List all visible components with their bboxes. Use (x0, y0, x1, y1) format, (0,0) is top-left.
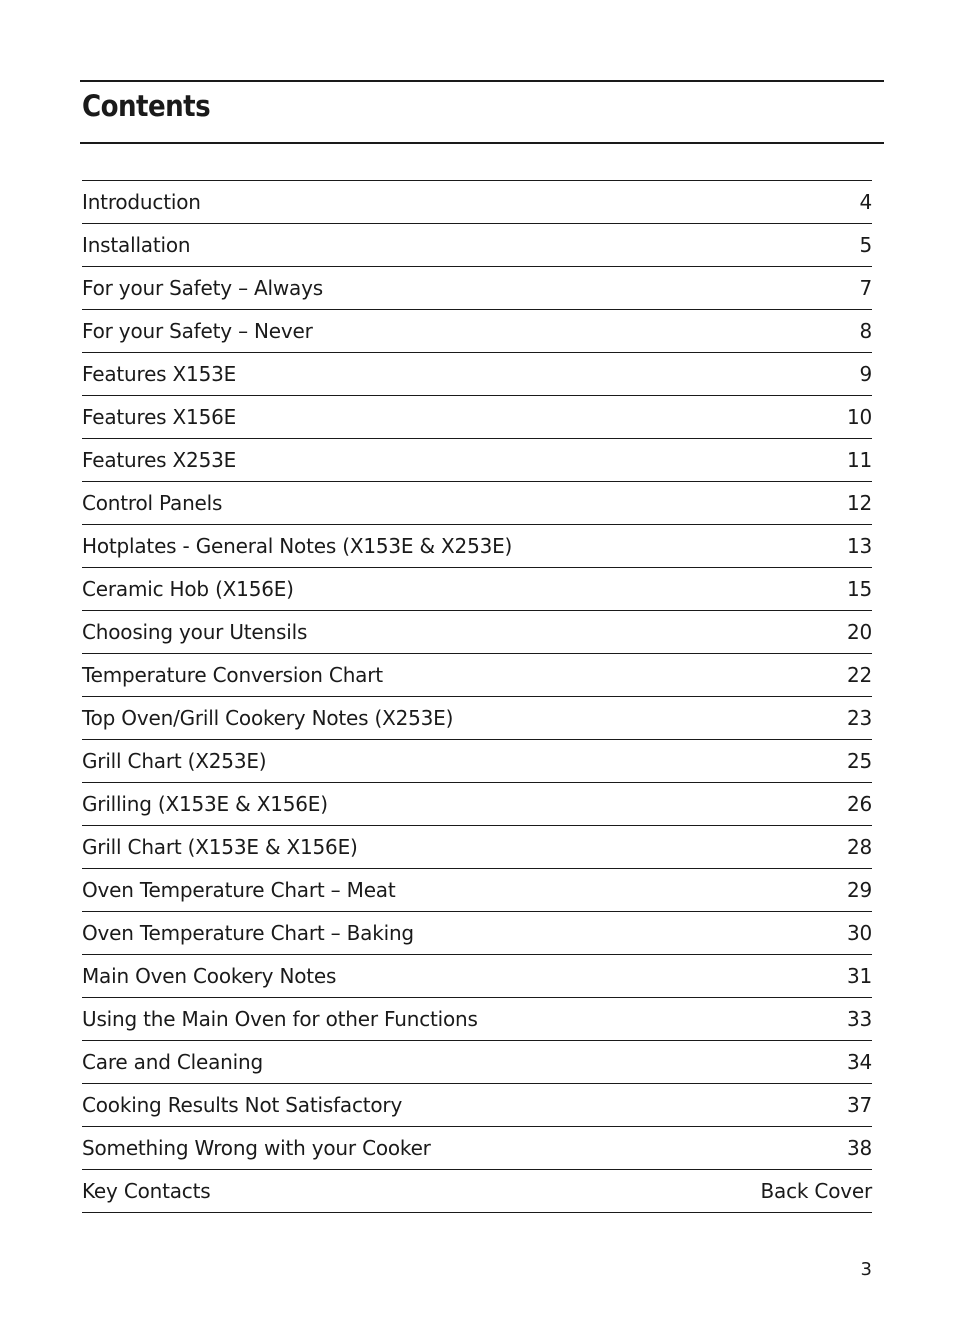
toc-entry-page: 13 (846, 534, 872, 558)
toc-entry-title: Top Oven/Grill Cookery Notes (X253E) (82, 706, 454, 730)
toc-entry-page: 5 (859, 233, 872, 257)
toc-entry-page: 23 (846, 706, 872, 730)
toc-entry-page: Back Cover (760, 1179, 872, 1203)
toc-entry[interactable] (82, 525, 872, 568)
toc-entry-page: 7 (859, 276, 872, 300)
toc-entry-page: 28 (846, 835, 872, 859)
toc-entry-title: Features X153E (82, 362, 237, 386)
page-title: Contents (82, 89, 211, 123)
toc-entry-page: 11 (846, 448, 872, 472)
toc-entry[interactable] (82, 267, 872, 310)
toc-entry-page: 26 (846, 792, 872, 816)
toc-entry-title: Grilling (X153E & X156E) (82, 792, 328, 816)
toc-entry[interactable] (82, 1041, 872, 1084)
toc-entry-title: Grill Chart (X153E & X156E) (82, 835, 358, 859)
toc-entry-page: 22 (846, 663, 872, 687)
toc-entry-page: 15 (846, 577, 872, 601)
toc-entry-title: Features X156E (82, 405, 237, 429)
toc-entry-title: Main Oven Cookery Notes (82, 964, 337, 988)
toc-entry[interactable] (82, 697, 872, 740)
toc-entry[interactable] (82, 1084, 872, 1127)
toc-entry-title: For your Safety – Never (82, 319, 313, 343)
toc-entry[interactable] (82, 783, 872, 826)
toc-entry-page: 10 (846, 405, 872, 429)
toc-entry-title: Care and Cleaning (82, 1050, 263, 1074)
toc-entry-title: Cooking Results Not Satisfactory (82, 1093, 403, 1117)
table-of-contents (82, 180, 872, 1213)
title-rule (80, 142, 884, 144)
top-rule (80, 80, 884, 82)
toc-entry[interactable] (82, 568, 872, 611)
toc-entry-title: Something Wrong with your Cooker (82, 1136, 431, 1160)
toc-entry[interactable] (82, 1170, 872, 1213)
toc-entry-title: Hotplates - General Notes (X153E & X253E) (82, 534, 513, 558)
toc-entry-page: 30 (846, 921, 872, 945)
toc-entry-title: Control Panels (82, 491, 223, 515)
toc-entry-title: Grill Chart (X253E) (82, 749, 267, 773)
toc-entry-title: Introduction (82, 190, 201, 214)
toc-entry-title: Temperature Conversion Chart (82, 663, 383, 687)
toc-entry-page: 29 (846, 878, 872, 902)
toc-entry-page: 31 (846, 964, 872, 988)
toc-entry-page: 8 (859, 319, 872, 343)
toc-entry[interactable] (82, 654, 872, 697)
toc-entry[interactable] (82, 1127, 872, 1170)
toc-entry-title: Choosing your Utensils (82, 620, 308, 644)
toc-entry-title: Using the Main Oven for other Functions (82, 1007, 478, 1031)
toc-entry[interactable] (82, 181, 872, 224)
toc-entry-title: Ceramic Hob (X156E) (82, 577, 294, 601)
toc-entry[interactable] (82, 310, 872, 353)
toc-entry[interactable] (82, 998, 872, 1041)
toc-entry[interactable] (82, 912, 872, 955)
toc-entry[interactable] (82, 482, 872, 525)
toc-entry-page: 20 (846, 620, 872, 644)
toc-entry-title: Installation (82, 233, 191, 257)
toc-entry[interactable] (82, 353, 872, 396)
toc-entry[interactable] (82, 740, 872, 783)
toc-entry-title: Features X253E (82, 448, 237, 472)
toc-entry-page: 25 (846, 749, 872, 773)
toc-entry-page: 33 (846, 1007, 872, 1031)
toc-entry[interactable] (82, 869, 872, 912)
toc-entry-title: For your Safety – Always (82, 276, 323, 300)
toc-entry[interactable] (82, 439, 872, 482)
toc-entry-page: 37 (846, 1093, 872, 1117)
toc-entry-page: 12 (846, 491, 872, 515)
toc-entry[interactable] (82, 396, 872, 439)
toc-entry-title: Key Contacts (82, 1179, 211, 1203)
toc-entry[interactable] (82, 611, 872, 654)
toc-entry-page: 9 (859, 362, 872, 386)
toc-entry-title: Oven Temperature Chart – Baking (82, 921, 414, 945)
page-number: 3 (860, 1259, 872, 1280)
toc-entry-page: 38 (846, 1136, 872, 1160)
toc-entry[interactable] (82, 224, 872, 267)
toc-entry-title: Oven Temperature Chart – Meat (82, 878, 396, 902)
toc-entry[interactable] (82, 826, 872, 869)
toc-entry[interactable] (82, 955, 872, 998)
toc-entry-page: 34 (846, 1050, 872, 1074)
toc-entry-page: 4 (859, 190, 872, 214)
